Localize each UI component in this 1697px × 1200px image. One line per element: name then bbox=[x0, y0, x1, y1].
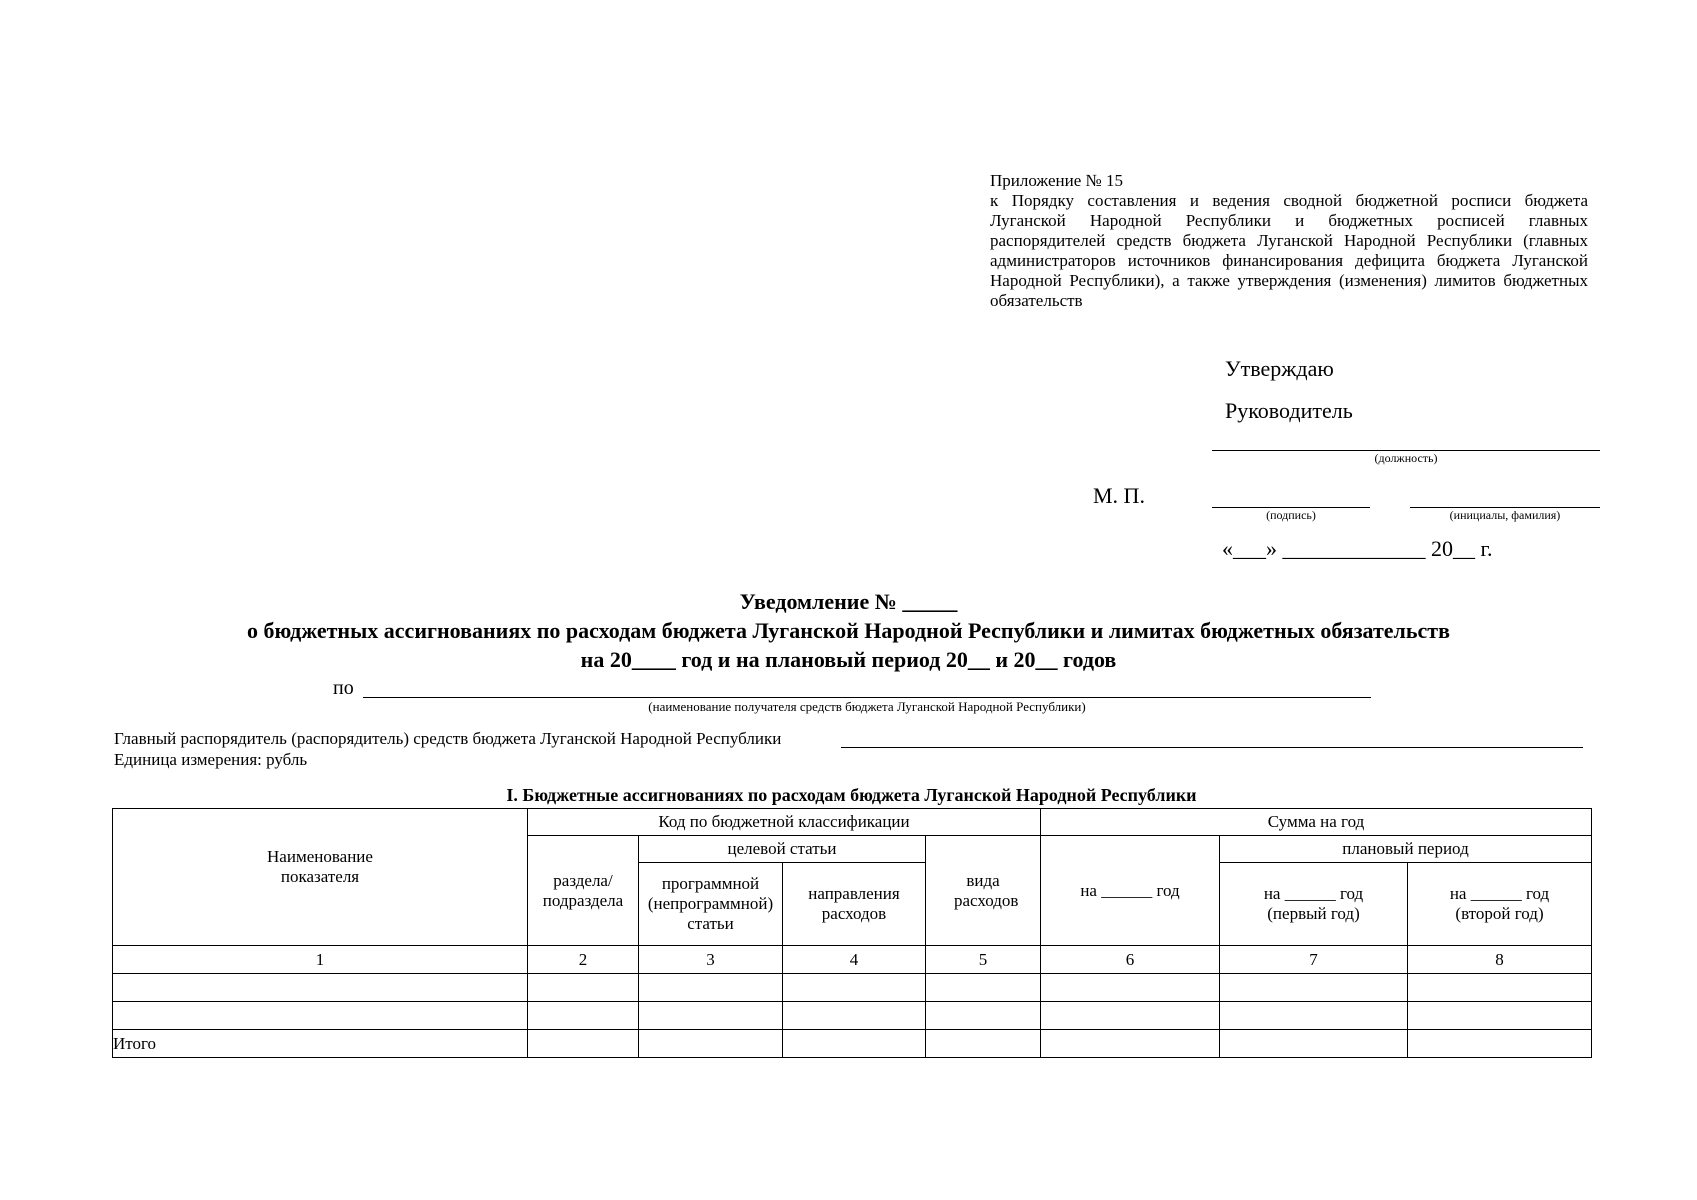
table-cell[interactable] bbox=[1220, 1002, 1408, 1030]
main-manager-line[interactable] bbox=[841, 747, 1583, 748]
table-cell[interactable] bbox=[1041, 1002, 1220, 1030]
total-row bbox=[113, 1030, 1592, 1058]
recipient-prefix: по bbox=[333, 677, 354, 699]
table-cell[interactable] bbox=[113, 1002, 528, 1030]
second-year-label: на ______ год bbox=[1449, 884, 1550, 903]
column-number: 5 bbox=[926, 946, 1041, 974]
table-cell[interactable] bbox=[1408, 974, 1592, 1002]
table-cell[interactable] bbox=[113, 974, 528, 1002]
col-header-program: программной (непрограммной) статьи bbox=[639, 863, 783, 946]
approval-date[interactable]: «___» _____________ 20__ г. bbox=[1222, 536, 1493, 561]
col-group-code: Код по бюджетной классификации bbox=[528, 809, 1041, 836]
approve-label: Утверждаю bbox=[1225, 356, 1334, 381]
col-header-name: Наименование показателя bbox=[113, 809, 528, 946]
table-cell[interactable] bbox=[926, 974, 1041, 1002]
recipient-caption: (наименование получателя средств бюджета Луганской Народной Республики) bbox=[648, 699, 1086, 714]
column-number-row bbox=[113, 946, 1592, 974]
column-number: 2 bbox=[528, 946, 639, 974]
position-caption: (должность) bbox=[1374, 451, 1438, 465]
col-group-sum: Сумма на год bbox=[1041, 809, 1592, 836]
table-cell[interactable] bbox=[639, 1002, 783, 1030]
column-number: 4 bbox=[783, 946, 926, 974]
unit-label: Единица измерения: рубль bbox=[114, 750, 308, 769]
column-number: 1 bbox=[113, 946, 528, 974]
notice-title: Уведомление № _____ bbox=[739, 589, 958, 614]
column-number: 3 bbox=[639, 946, 783, 974]
column-number: 6 bbox=[1041, 946, 1220, 974]
col-header-section: раздела/ подраздела bbox=[528, 836, 639, 946]
head-label: Руководитель bbox=[1225, 398, 1353, 423]
table-cell[interactable] bbox=[783, 1030, 926, 1058]
recipient-line[interactable] bbox=[363, 697, 1371, 698]
table-cell[interactable] bbox=[783, 974, 926, 1002]
col-header-direction: направления расходов bbox=[783, 863, 926, 946]
table-row bbox=[113, 1002, 1592, 1030]
table-cell[interactable] bbox=[1220, 1030, 1408, 1058]
table-cell[interactable] bbox=[528, 1002, 639, 1030]
appendix-block bbox=[990, 171, 1588, 311]
table-cell[interactable] bbox=[1041, 974, 1220, 1002]
stamp-label: М. П. bbox=[1093, 483, 1145, 508]
notice-period: на 20____ год и на плановый период 20__ и 20__ годов bbox=[580, 647, 1117, 672]
first-year-label: на ______ год bbox=[1263, 884, 1364, 903]
table-cell[interactable] bbox=[783, 1002, 926, 1030]
section-title: I. Бюджетные ассигнованиях по расходам бюджета Луганской Народной Республики bbox=[506, 785, 1197, 805]
notice-subtitle: о бюджетных ассигнованиях по расходам бюджета Луганской Народной Республики и лимитах бюджетных обязательств bbox=[247, 618, 1450, 643]
col-header-first-year bbox=[1220, 863, 1408, 946]
total-label: Итого bbox=[113, 1030, 528, 1058]
col-header-type: вида расходов bbox=[926, 836, 1041, 946]
appendix-title: Приложение № 15 bbox=[990, 171, 1123, 190]
table-cell[interactable] bbox=[1408, 1030, 1592, 1058]
col-group-target: целевой статьи bbox=[639, 836, 926, 863]
table-cell[interactable] bbox=[926, 1002, 1041, 1030]
table-cell[interactable] bbox=[639, 1030, 783, 1058]
column-number: 7 bbox=[1220, 946, 1408, 974]
table-cell[interactable] bbox=[528, 974, 639, 1002]
table-row bbox=[113, 974, 1592, 1002]
main-manager-label: Главный распорядитель (распорядитель) средств бюджета Луганской Народной Республики bbox=[114, 729, 782, 748]
col-group-plan: плановый период bbox=[1220, 836, 1592, 863]
table-cell[interactable] bbox=[1220, 974, 1408, 1002]
table-cell[interactable] bbox=[1408, 1002, 1592, 1030]
first-year-sub: (первый год) bbox=[1267, 904, 1360, 923]
signature-caption: (подпись) bbox=[1266, 508, 1316, 522]
table-cell[interactable] bbox=[926, 1030, 1041, 1058]
table-cell[interactable] bbox=[1041, 1030, 1220, 1058]
appropriations-table bbox=[112, 808, 1592, 1058]
column-number: 8 bbox=[1408, 946, 1592, 974]
table-cell[interactable] bbox=[639, 974, 783, 1002]
appendix-text: к Порядку составления и ведения сводной бюджетной росписи бюджета Луганской Народной Республики и бюджетных росписей главных распорядителей средств бюджета Луганской Народной Республики (главных администраторов источников финансирования дефицита бюджета Луганской Народной Республики), а также утверждения (изменения) лимитов бюджетных обязательств bbox=[990, 191, 1588, 310]
col-header-second-year bbox=[1408, 863, 1592, 946]
name-caption: (инициалы, фамилия) bbox=[1449, 508, 1561, 522]
second-year-sub: (второй год) bbox=[1455, 904, 1544, 923]
col-header-year: на ______ год bbox=[1041, 836, 1220, 946]
table-cell[interactable] bbox=[528, 1030, 639, 1058]
